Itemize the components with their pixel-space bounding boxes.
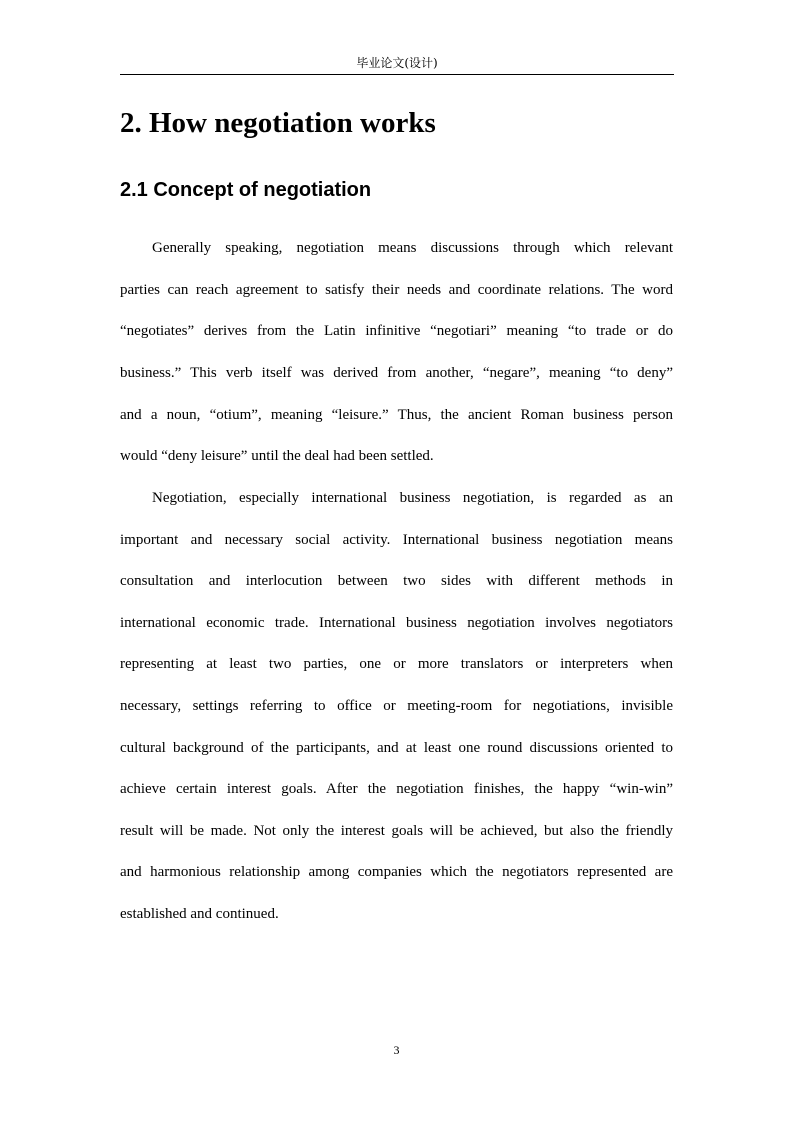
paragraph-line: consultation and interlocution between two sides with different methods in — [120, 573, 673, 589]
paragraph-line: established and continued. — [120, 906, 279, 922]
paragraph-line: “negotiates” derives from the Latin infinitive “negotiari” meaning “to trade or do — [120, 323, 673, 339]
paragraph-line: necessary, settings referring to office or meeting-room for negotiations, invisible — [120, 698, 673, 714]
paragraph-line: important and necessary social activity. International business negotiation means — [120, 532, 673, 548]
paragraph-line: parties can reach agreement to satisfy their needs and coordinate relations. The word — [120, 282, 673, 298]
paragraph-line: and harmonious relationship among companies which the negotiators represented are — [120, 864, 673, 880]
paragraph-line: Generally speaking, negotiation means discussions through which relevant — [152, 240, 673, 256]
paragraph-line: cultural background of the participants, and at least one round discussions oriented to — [120, 740, 673, 756]
paragraph-line: and a noun, “otium”, meaning “leisure.” Thus, the ancient Roman business person — [120, 407, 673, 423]
paragraph-line: achieve certain interest goals. After the negotiation finishes, the happy “win-win” — [120, 781, 673, 797]
section-title: 2.1 Concept of negotiation — [120, 179, 372, 201]
page-number: 3 — [393, 1043, 400, 1057]
running-header — [120, 56, 674, 75]
paragraph-line: international economic trade. International business negotiation involves negotiators — [120, 615, 673, 631]
paragraph-line: representing at least two parties, one or more translators or interpreters when — [120, 656, 673, 672]
chapter-title: 2. How negotiation works — [120, 107, 436, 139]
paragraph-line: result will be made. Not only the interest goals will be achieved, but also the friendly — [120, 823, 673, 839]
paragraph-line: business.” This verb itself was derived from another, “negare”, meaning “to deny” — [120, 365, 673, 381]
paragraph-line: Negotiation, especially international business negotiation, is regarded as an — [152, 490, 673, 506]
running-header-title: 毕业论文(设计) — [356, 56, 438, 70]
paragraph-line: would “deny leisure” until the deal had been settled. — [120, 448, 434, 464]
